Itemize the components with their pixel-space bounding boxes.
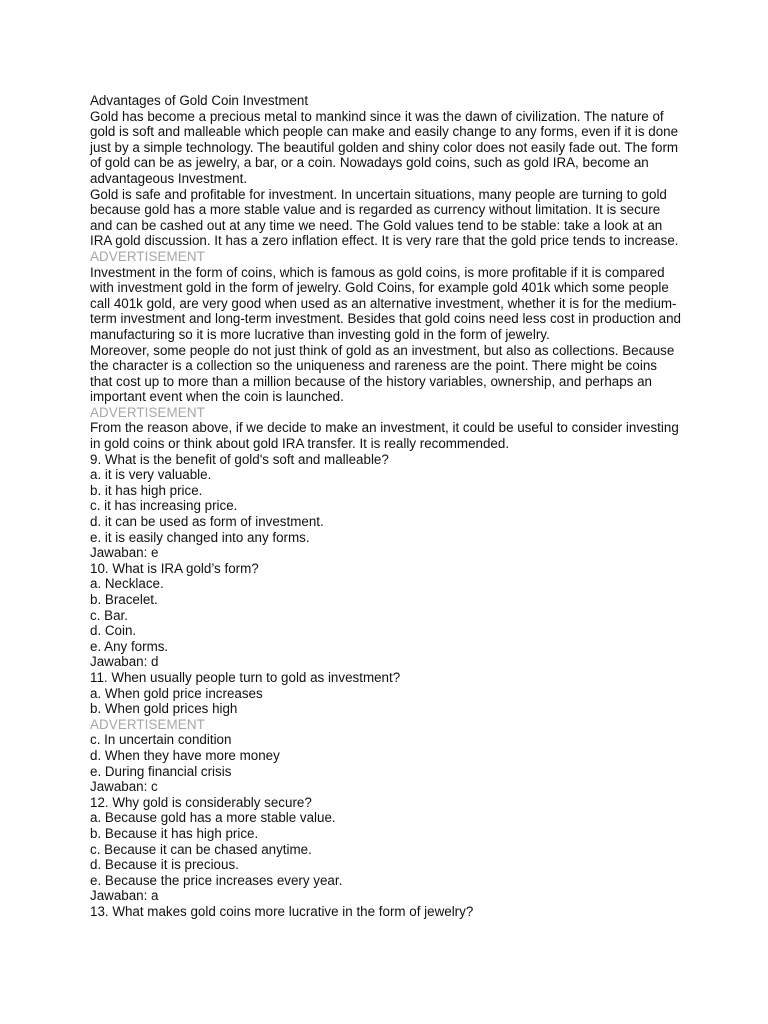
question-9: 9. What is the benefit of gold's soft and malleable?	[90, 451, 389, 467]
advertisement-label: ADVERTISEMENT	[90, 248, 205, 264]
document-title: Advantages of Gold Coin Investment	[90, 93, 309, 108]
paragraph-collections: Moreover, some people do not just think of gold as an investment, but also as collections. Because the character is a collection so the uniqueness and rareness are the point. There might be coins that cost up to more than a million because of the history variables, ownership, and perhaps an important event when the coin is launched.	[90, 342, 675, 405]
paragraph-conclusion: From the reason above, if we decide to make an investment, it could be useful to consider investing in gold coins or think about gold IRA transfer. It is really recommended.	[90, 420, 679, 452]
option-10d: d. Coin.	[90, 623, 137, 639]
option-9b: b. it has high price.	[90, 482, 203, 498]
option-9d: d. it can be used as form of investment.	[90, 514, 324, 530]
question-10: 10. What is IRA gold’s form?	[90, 560, 259, 576]
answer-9: Jawaban: e	[90, 545, 159, 561]
paragraph-safety: Gold is safe and profitable for investment. In uncertain situations, many people are turning to gold because gold has a more stable value and is regarded as currency without limitation. It is secure and can be cashed out at any time we need. The Gold values tend to be stable: take a look at an IRA gold discussion. It has a zero inflation effect. It is very rare that the gold price tends to increase.	[90, 186, 679, 249]
advertisement-label: ADVERTISEMENT	[90, 716, 205, 732]
option-9c: c. it has increasing price.	[90, 498, 238, 514]
option-11d: d. When they have more money	[90, 747, 280, 763]
option-9a: a. it is very valuable.	[90, 467, 212, 483]
answer-10: Jawaban: d	[90, 654, 159, 670]
option-10a: a. Necklace.	[90, 576, 164, 592]
question-12: 12. Why gold is considerably secure?	[90, 794, 312, 810]
paragraph-intro: Gold has become a precious metal to mankind since it was the dawn of civilization. The nature of gold is soft and malleable which people can make and easily change to any forms, even if it is done just by a simple technology. The beautiful golden and shiny color does not easily fade out. The form of gold can be as jewelry, a bar, or a coin. Nowadays gold coins, such as gold IRA, become an advantageous Investment.	[90, 108, 679, 186]
option-11b: b. When gold prices high	[90, 701, 238, 717]
option-11c: c. In uncertain condition	[90, 732, 232, 748]
paragraph-coins: Investment in the form of coins, which is famous as gold coins, is more profitable if it is compared with investment gold in the form of jewelry. Gold Coins, for example gold 401k which some people call 401k gold, are very good when used as an alternative investment, whether it is for the medium-term investment and long-term investment. Besides that gold coins need less cost in production and manufacturing so it is more lucrative than investing gold in the form of jewelry.	[90, 264, 681, 342]
document-page	[90, 93, 682, 919]
option-12e: e. Because the price increases every year.	[90, 872, 343, 888]
option-12b: b. Because it has high price.	[90, 825, 259, 841]
option-11a: a. When gold price increases	[90, 685, 263, 701]
option-12a: a. Because gold has a more stable value.	[90, 810, 336, 826]
option-12d: d. Because it is precious.	[90, 857, 239, 873]
answer-12: Jawaban: a	[90, 888, 159, 904]
option-11e: e. During financial crisis	[90, 763, 232, 779]
option-9e: e. it is easily changed into any forms.	[90, 529, 310, 545]
option-10e: e. Any forms.	[90, 638, 169, 654]
question-11: 11. When usually people turn to gold as investment?	[90, 669, 401, 685]
option-10b: b. Bracelet.	[90, 592, 158, 607]
advertisement-label: ADVERTISEMENT	[90, 404, 205, 420]
question-13: 13. What makes gold coins more lucrative in the form of jewelry?	[90, 903, 474, 919]
option-10c: c. Bar.	[90, 607, 128, 623]
answer-11: Jawaban: c	[90, 779, 158, 795]
option-12c: c. Because it can be chased anytime.	[90, 841, 312, 857]
